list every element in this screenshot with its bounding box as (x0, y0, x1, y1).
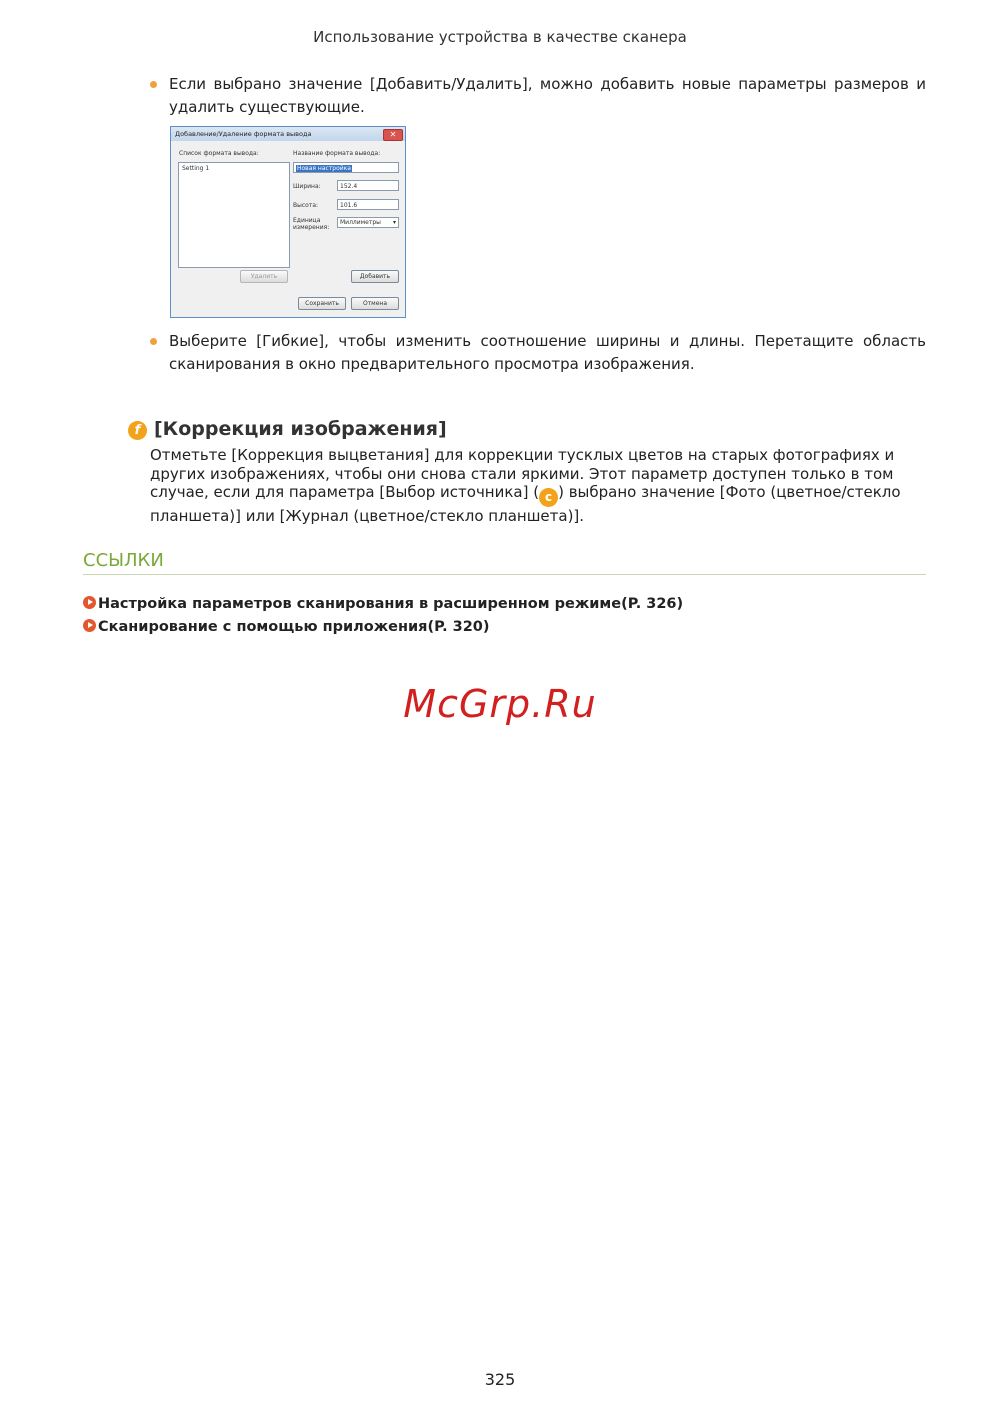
dialog-title: Добавление/Удаление формата вывода (175, 130, 312, 138)
name-label: Название формата вывода: (293, 150, 381, 157)
bullet-text: Выберите [Гибкие], чтобы изменить соотношение ширины и длины. Перетащите область сканирования в окно предварительного просмотра изображения. (169, 332, 926, 373)
width-field[interactable]: 152.4 (337, 180, 399, 191)
height-field[interactable]: 101.6 (337, 199, 399, 210)
section-marker-icon: f (128, 421, 147, 440)
format-list[interactable] (178, 162, 290, 268)
para-text-2: ) выбрано значение [Фото (цветное/стекло планшета)] или [Журнал (цветное/стекло планшета)]. (150, 483, 901, 525)
ref-link-label: Настройка параметров сканирования в расширенном режиме(P. 326) (98, 596, 684, 612)
add-button[interactable]: Добавить (351, 270, 399, 283)
para-text-1: Отметьте [Коррекция выцветания] для коррекции тусклых цветов на старых фотографиях и других изображениях, чтобы они снова стали яркими. Этот параметр доступен только в том случае, если для параметра [Выбор источника] ( (150, 446, 895, 501)
format-dialog-screenshot (170, 126, 406, 318)
cancel-button[interactable]: Отмена (351, 297, 399, 310)
bullet-dot (150, 338, 157, 345)
list-label: Список формата вывода: (179, 150, 259, 157)
arrow-link-icon (83, 596, 96, 609)
bullet-dot (150, 81, 157, 88)
ref-link-advanced-mode[interactable] (83, 596, 683, 612)
close-icon[interactable]: ✕ (383, 129, 403, 141)
section-paragraph (150, 446, 920, 526)
bullet-text: Если выбрано значение [Добавить/Удалить], можно добавить новые параметры размеров и удалить существующие. (169, 75, 926, 116)
source-marker-icon: c (539, 488, 558, 507)
ref-link-label: Сканирование с помощью приложения(P. 320) (98, 619, 490, 635)
divider (83, 574, 926, 575)
arrow-link-icon (83, 619, 96, 632)
name-field[interactable] (293, 162, 399, 173)
delete-button[interactable]: Удалить (240, 270, 288, 283)
list-item[interactable]: Setting 1 (182, 165, 210, 172)
unit-select-value: Миллиметры (340, 219, 381, 226)
name-field-value: Новая настройка (297, 165, 351, 172)
page-header: Использование устройства в качестве сканера (313, 28, 687, 46)
page-number: 325 (484, 1370, 516, 1389)
refs-title: ССЫЛКИ (83, 550, 164, 571)
width-label: Ширина: (293, 183, 321, 190)
dialog-body (171, 141, 405, 317)
section-title: [Коррекция изображения] (154, 418, 447, 440)
watermark: McGrp.Ru (403, 682, 597, 726)
bullet-item-add-remove (150, 73, 926, 119)
save-button[interactable]: Сохранить (298, 297, 346, 310)
unit-label-line1: Единица (293, 217, 321, 224)
height-label: Высота: (293, 202, 319, 209)
unit-select[interactable] (337, 217, 399, 228)
chevron-down-icon: ▾ (392, 219, 396, 226)
dialog-title-bar (171, 127, 405, 142)
unit-label-line2: измерения: (293, 224, 330, 231)
ref-link-application[interactable] (83, 619, 490, 635)
bullet-item-flexible (150, 330, 926, 376)
